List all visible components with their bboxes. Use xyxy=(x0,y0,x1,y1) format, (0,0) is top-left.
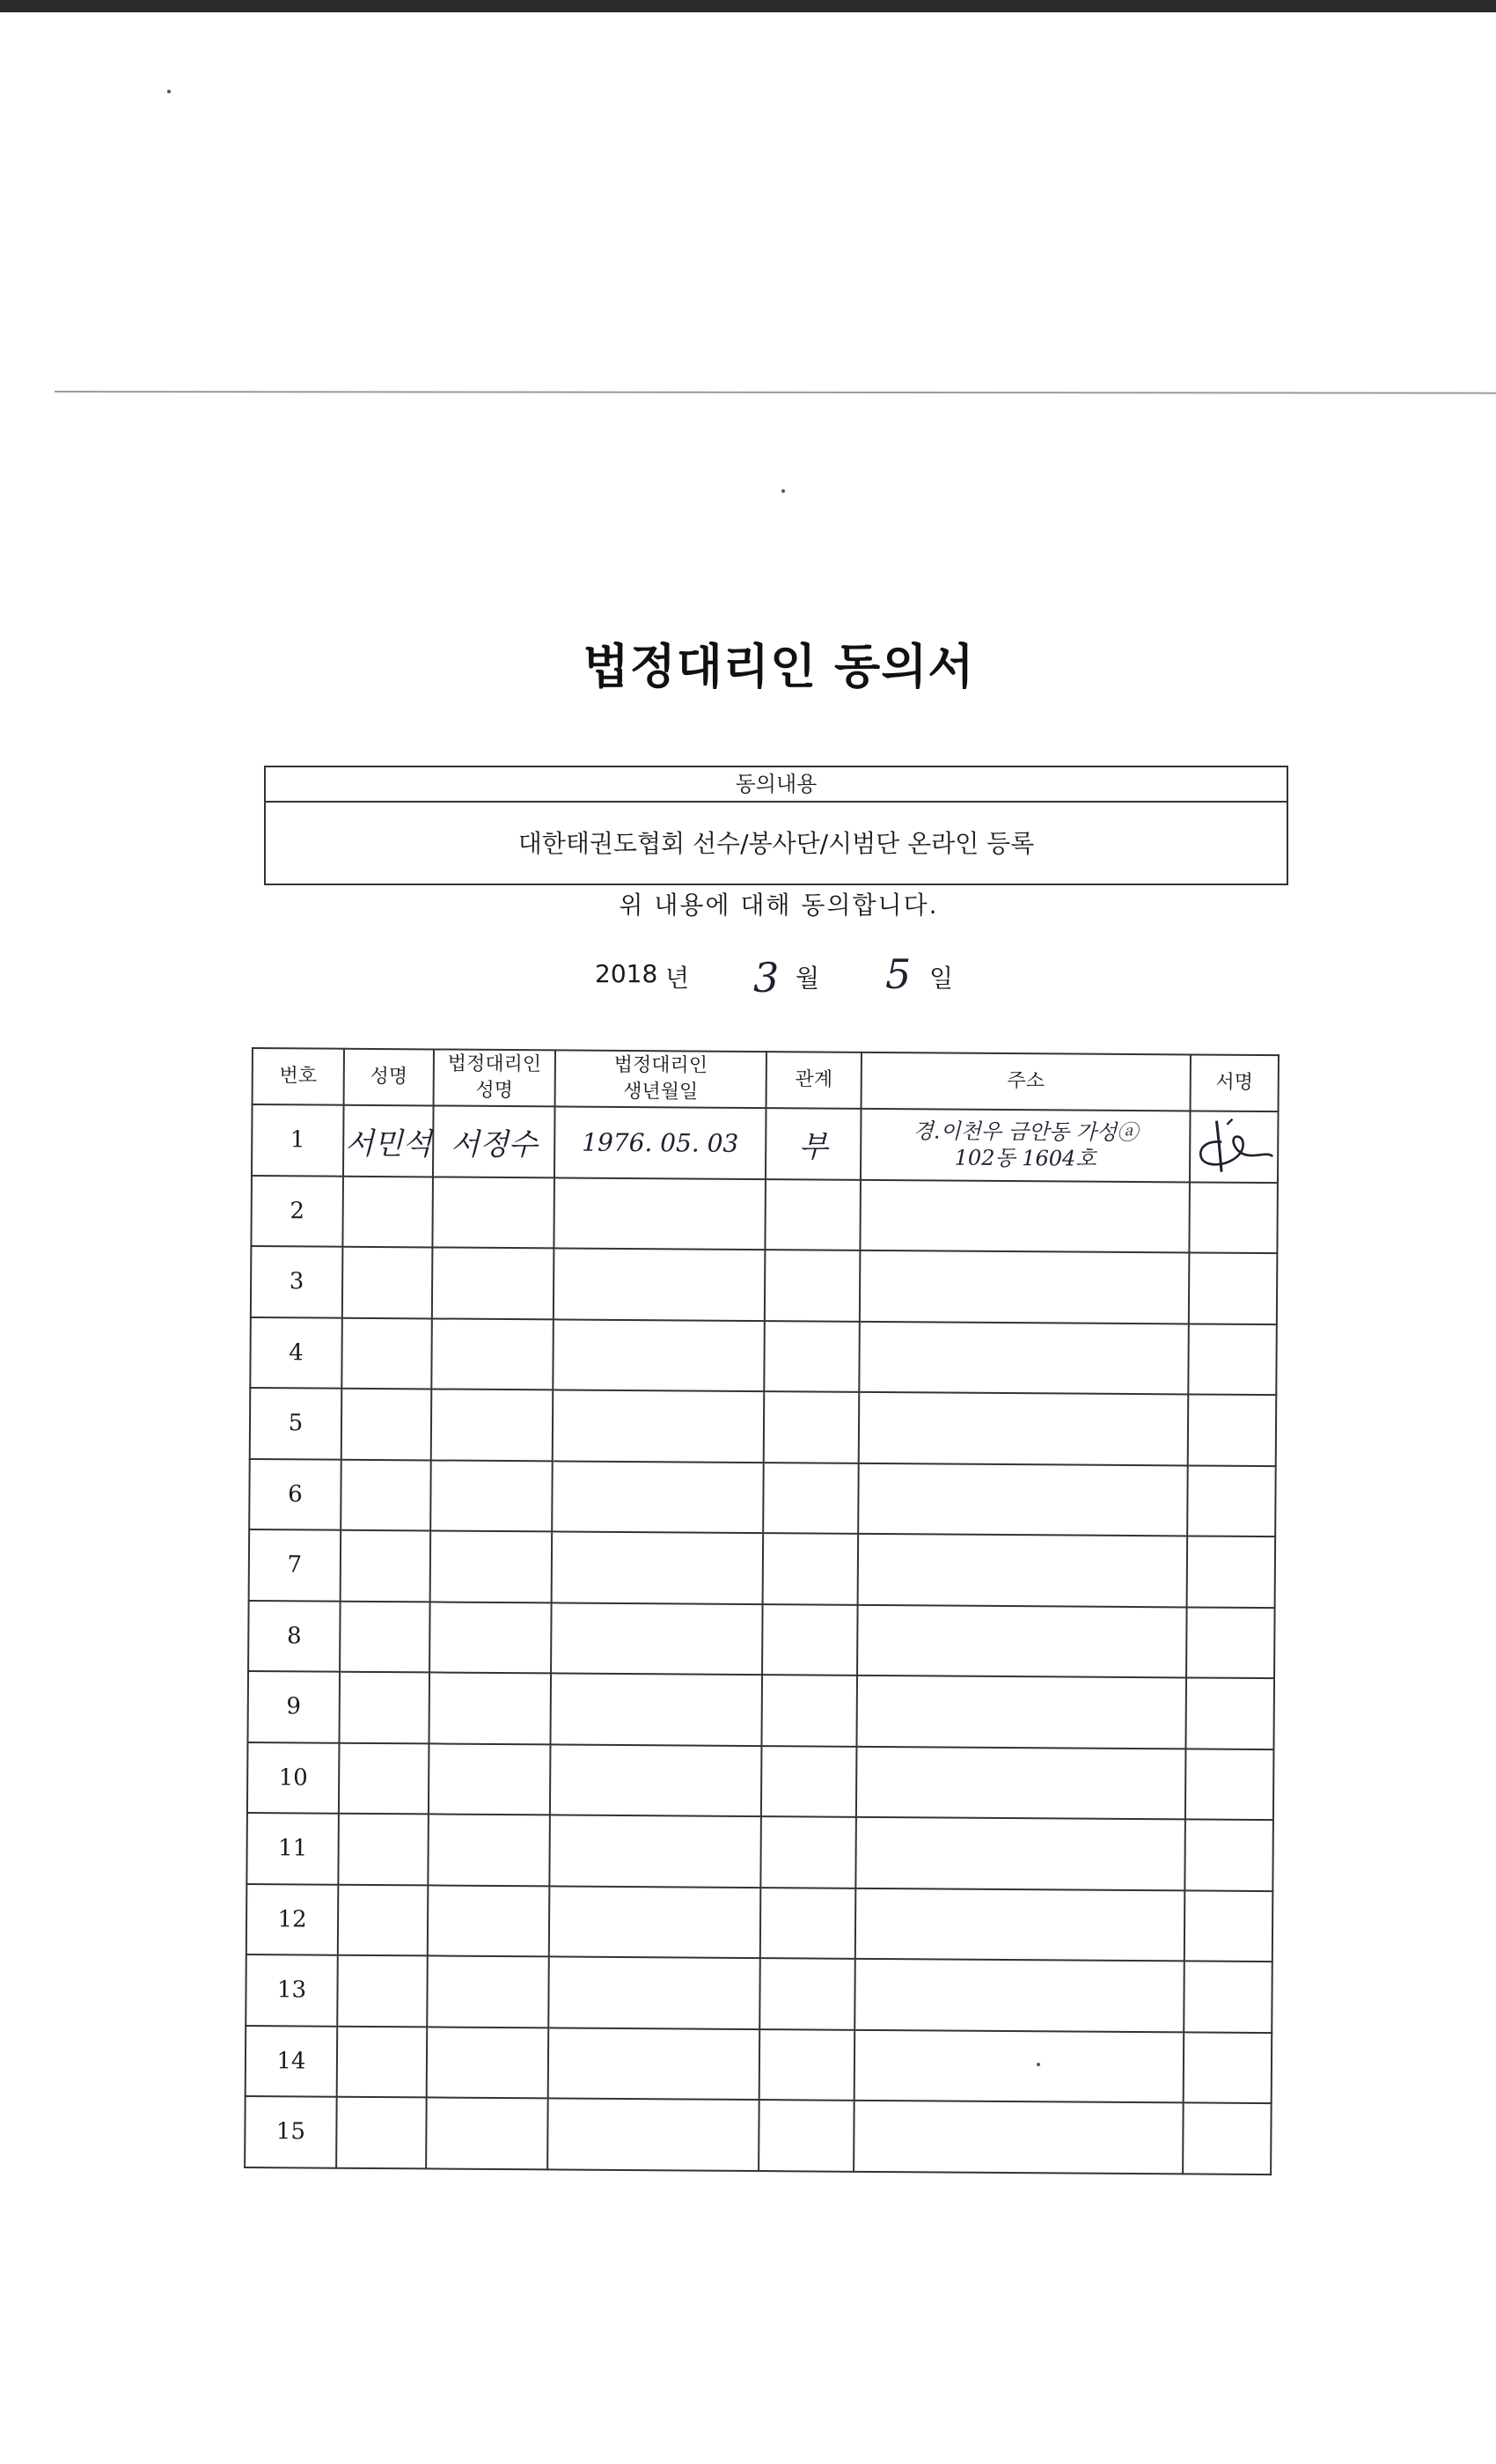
empty-cell xyxy=(341,1530,431,1602)
empty-cell xyxy=(763,1533,859,1604)
header-relation: 관계 xyxy=(766,1052,862,1109)
table-row xyxy=(247,1671,1274,1749)
guardian-address-line2: 102동 1604호 xyxy=(954,1145,1096,1171)
guardian-consent-table xyxy=(244,1047,1280,2175)
empty-cell xyxy=(761,1675,857,1746)
empty-cell xyxy=(1183,2102,1272,2174)
header-guardian-name xyxy=(434,1049,555,1106)
empty-cell xyxy=(1184,1819,1273,1890)
empty-cell xyxy=(431,1389,554,1460)
guardian-name: 서정수 xyxy=(433,1105,555,1177)
consent-content-body: 대한태권도협회 선수/봉사단/시범단 온라인 등록 xyxy=(517,829,1035,858)
empty-cell xyxy=(860,1179,1190,1252)
agreement-statement: 위 내용에 대해 동의합니다. xyxy=(619,891,939,920)
empty-cell xyxy=(554,1248,766,1320)
header-number: 번호 xyxy=(253,1048,344,1105)
row-number: 3 xyxy=(251,1246,343,1317)
empty-cell xyxy=(1185,1677,1274,1749)
empty-cell xyxy=(764,1391,860,1463)
empty-cell xyxy=(762,1604,858,1676)
header-guardian-birth xyxy=(555,1050,766,1108)
empty-cell xyxy=(341,1459,431,1530)
student-name: 서민석 xyxy=(343,1105,434,1177)
guardian-birth: 1976. 05. 03 xyxy=(554,1106,766,1178)
empty-cell xyxy=(340,1601,430,1672)
empty-cell xyxy=(430,1530,553,1602)
row-number: 13 xyxy=(246,1954,338,2026)
header-address: 주소 xyxy=(862,1052,1191,1111)
header-signature: 서명 xyxy=(1191,1054,1279,1111)
empty-cell xyxy=(428,1885,550,1956)
empty-cell xyxy=(338,1884,429,1955)
empty-cell xyxy=(1184,1961,1272,2032)
empty-cell xyxy=(550,1744,762,1816)
empty-cell xyxy=(858,1534,1188,1607)
row-number: 9 xyxy=(247,1671,340,1742)
empty-cell xyxy=(1186,1607,1275,1678)
date-year-unit: 년 xyxy=(665,964,690,993)
empty-cell xyxy=(859,1321,1189,1394)
row-number: 2 xyxy=(251,1176,343,1247)
empty-cell xyxy=(760,1888,856,1959)
empty-cell xyxy=(854,2029,1184,2102)
empty-cell xyxy=(553,1319,765,1391)
empty-cell xyxy=(341,1389,432,1460)
table-header-row xyxy=(253,1048,1279,1111)
table-row xyxy=(246,1883,1273,1962)
signature-cell xyxy=(1190,1111,1279,1182)
empty-cell xyxy=(428,1814,550,1885)
empty-cell xyxy=(1187,1465,1276,1536)
empty-cell xyxy=(856,1746,1186,1819)
table-row xyxy=(246,2025,1272,2103)
empty-cell xyxy=(341,1317,432,1389)
empty-cell xyxy=(760,1816,856,1888)
row-number: 6 xyxy=(249,1458,341,1529)
empty-cell xyxy=(549,1815,761,1887)
empty-cell xyxy=(1189,1182,1278,1253)
guardian-address-line1: 경.이천우 금안동 가성ⓐ xyxy=(913,1118,1139,1146)
guardian-address xyxy=(861,1109,1191,1182)
empty-cell xyxy=(860,1250,1190,1324)
scan-speck xyxy=(167,90,171,93)
table-row xyxy=(249,1458,1276,1536)
empty-cell xyxy=(854,2101,1184,2174)
empty-cell xyxy=(761,1746,857,1817)
empty-cell xyxy=(430,1460,553,1531)
empty-cell xyxy=(431,1318,554,1390)
empty-cell xyxy=(429,1672,551,1743)
table-row xyxy=(245,2096,1272,2174)
row-number: 7 xyxy=(249,1529,341,1601)
row-number: 12 xyxy=(246,1883,339,1954)
empty-cell xyxy=(1185,1749,1274,1820)
scan-speck xyxy=(781,489,785,493)
scan-top-border xyxy=(0,0,1496,12)
consent-date xyxy=(595,950,1088,1003)
empty-cell xyxy=(1184,2032,1272,2103)
row-number: 1 xyxy=(252,1104,344,1176)
table-row xyxy=(246,1813,1273,1891)
header-guardian-birth-line2: 생년월일 xyxy=(623,1080,699,1104)
guardian-relation: 부 xyxy=(766,1108,862,1179)
empty-cell xyxy=(342,1176,433,1247)
document-title: 법정대리인 동의서 xyxy=(583,639,975,694)
empty-cell xyxy=(550,1673,762,1745)
handwritten-signature xyxy=(1192,1116,1276,1178)
empty-cell xyxy=(553,1390,765,1462)
table-row xyxy=(250,1316,1277,1395)
empty-cell xyxy=(552,1461,764,1533)
empty-cell xyxy=(856,1676,1186,1749)
date-month: 3 xyxy=(753,954,780,1001)
empty-cell xyxy=(855,1888,1185,1961)
empty-cell xyxy=(548,2028,760,2100)
empty-cell xyxy=(858,1463,1188,1536)
table-row xyxy=(246,1954,1272,2033)
empty-cell xyxy=(337,2026,428,2097)
empty-cell xyxy=(1184,1890,1273,1962)
empty-cell xyxy=(549,1886,761,1958)
empty-cell xyxy=(342,1247,433,1318)
date-day-unit: 일 xyxy=(929,964,954,993)
empty-cell xyxy=(1188,1324,1277,1395)
empty-cell xyxy=(547,2098,759,2170)
empty-cell xyxy=(429,1743,551,1815)
table-row xyxy=(251,1246,1278,1324)
empty-cell xyxy=(765,1179,861,1250)
date-month-unit: 월 xyxy=(796,964,820,993)
empty-cell xyxy=(857,1604,1187,1677)
empty-cell xyxy=(337,1955,428,2027)
header-guardian-name-line1: 법정대리인 xyxy=(447,1052,542,1076)
table-row xyxy=(250,1388,1277,1466)
empty-cell xyxy=(854,1959,1184,2032)
empty-cell xyxy=(432,1247,554,1318)
empty-cell xyxy=(1188,1394,1277,1465)
empty-cell xyxy=(548,1956,760,2028)
table-row xyxy=(252,1104,1279,1183)
row-number: 14 xyxy=(246,2025,338,2096)
empty-cell xyxy=(855,1817,1185,1890)
empty-cell xyxy=(339,1672,429,1743)
empty-cell xyxy=(759,2029,855,2101)
empty-cell xyxy=(336,2097,427,2168)
empty-cell xyxy=(432,1177,554,1248)
empty-cell xyxy=(859,1392,1189,1465)
table-row xyxy=(248,1600,1275,1678)
empty-cell xyxy=(427,1955,549,2027)
empty-cell xyxy=(338,1814,429,1885)
date-year: 2018 xyxy=(595,959,658,988)
empty-cell xyxy=(429,1602,552,1673)
empty-cell xyxy=(763,1463,859,1534)
empty-cell xyxy=(1189,1252,1278,1324)
empty-cell xyxy=(759,2100,854,2171)
empty-cell xyxy=(427,2027,549,2098)
date-day: 5 xyxy=(885,950,912,998)
consent-content-header: 동의내용 xyxy=(266,767,1287,803)
empty-cell xyxy=(426,2097,548,2168)
row-number: 4 xyxy=(250,1316,342,1388)
header-name: 성명 xyxy=(344,1049,434,1106)
empty-cell xyxy=(551,1602,763,1675)
table-row xyxy=(249,1529,1276,1608)
empty-cell xyxy=(764,1321,860,1392)
empty-cell xyxy=(765,1250,861,1321)
header-guardian-name-line2: 성명 xyxy=(475,1079,513,1103)
empty-cell xyxy=(554,1177,766,1250)
empty-cell xyxy=(1187,1536,1276,1607)
empty-cell xyxy=(759,1958,855,2029)
paper-fold-edge xyxy=(55,391,1496,394)
table-row xyxy=(247,1742,1274,1820)
table-row xyxy=(251,1176,1278,1254)
header-guardian-birth-line1: 법정대리인 xyxy=(613,1053,708,1077)
empty-cell xyxy=(339,1742,429,1814)
row-number: 8 xyxy=(248,1600,341,1671)
empty-cell xyxy=(552,1531,764,1603)
row-number: 5 xyxy=(250,1388,342,1459)
row-number: 15 xyxy=(245,2096,337,2167)
row-number: 11 xyxy=(246,1813,339,1884)
row-number: 10 xyxy=(247,1742,340,1813)
consent-content-box xyxy=(264,766,1288,885)
